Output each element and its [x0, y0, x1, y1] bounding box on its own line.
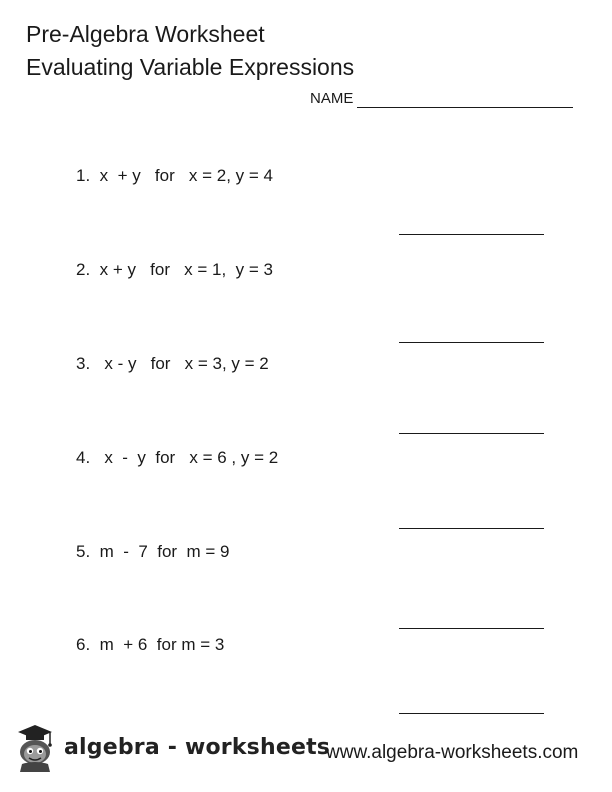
- name-underline: [357, 91, 573, 108]
- worksheet-subtitle: Evaluating Variable Expressions: [26, 54, 355, 80]
- problem-3: 3. x - y for x = 3, y = 2: [76, 354, 269, 373]
- problem-4: 4. x - y for x = 6 , y = 2: [76, 448, 279, 467]
- graduate-mascot-icon: [12, 722, 58, 772]
- website-url[interactable]: www.algebra-worksheets.com: [326, 742, 579, 763]
- name-label: NAME: [310, 90, 354, 107]
- answer-line-6: [399, 713, 544, 714]
- worksheet-title: Pre-Algebra Worksheet: [26, 21, 265, 47]
- answer-line-4: [399, 528, 544, 529]
- answer-line-3: [399, 433, 544, 434]
- answer-line-2: [399, 342, 544, 343]
- problem-5: 5. m - 7 for m = 9: [76, 542, 230, 561]
- answer-line-1: [399, 234, 544, 235]
- footer-logo: [12, 722, 330, 772]
- brand-logo-text: algebra - worksheets: [64, 734, 331, 760]
- problem-1: 1. x + y for x = 2, y = 4: [76, 166, 274, 185]
- problem-2: 2. x + y for x = 1, y = 3: [76, 260, 274, 279]
- problem-6: 6. m + 6 for m = 3: [76, 635, 225, 654]
- name-field: [310, 86, 573, 108]
- answer-line-5: [399, 628, 544, 629]
